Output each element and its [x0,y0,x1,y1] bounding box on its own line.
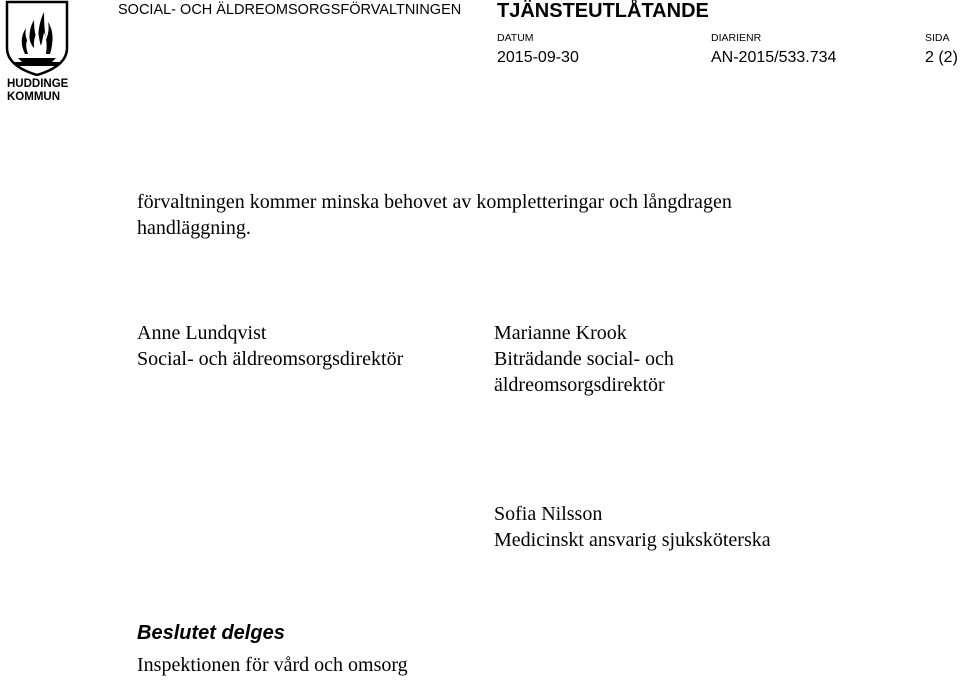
signatory-name: Marianne Krook [494,322,627,344]
signatory-title: Biträdande social- och [494,348,674,370]
body-paragraph [137,189,732,241]
logo-name-line2: KOMMUN [7,91,61,103]
sida-label: SIDA [925,32,950,44]
department-name: SOCIAL- OCH ÄLDREOMSORGSFÖRVALTNINGEN [118,2,462,18]
distribution-heading: Beslutet delges [137,622,285,644]
signatory-name: Sofia Nilsson [494,503,603,525]
signature-block [494,501,771,553]
paragraph-line: handläggning. [137,217,251,239]
sida-value: 2 (2) [925,49,958,66]
diarienr-value: AN-2015/533.734 [711,49,837,66]
datum-label: DATUM [497,32,534,44]
distribution-recipient: Inspektionen för vård och omsorg [137,654,408,676]
signature-block [494,320,674,398]
diarienr-label: DIARIENR [711,32,762,44]
logo-name-line1: HUDDINGE [7,78,69,90]
signatory-title: Medicinskt ansvarig sjuksköterska [494,529,771,551]
signatory-name: Anne Lundqvist [137,322,267,344]
huddinge-coat-of-arms-icon [4,0,70,76]
signatory-title: äldreomsorgsdirektör [494,374,665,396]
datum-value: 2015-09-30 [497,49,579,66]
signatory-title: Social- och äldreomsorgsdirektör [137,348,404,370]
huddinge-kommun-logo [4,0,70,106]
paragraph-line: förvaltningen kommer minska behovet av kompletteringar och långdragen [137,191,732,213]
signature-block [137,320,403,372]
document-type: TJÄNSTEUTLÅTANDE [497,0,709,22]
